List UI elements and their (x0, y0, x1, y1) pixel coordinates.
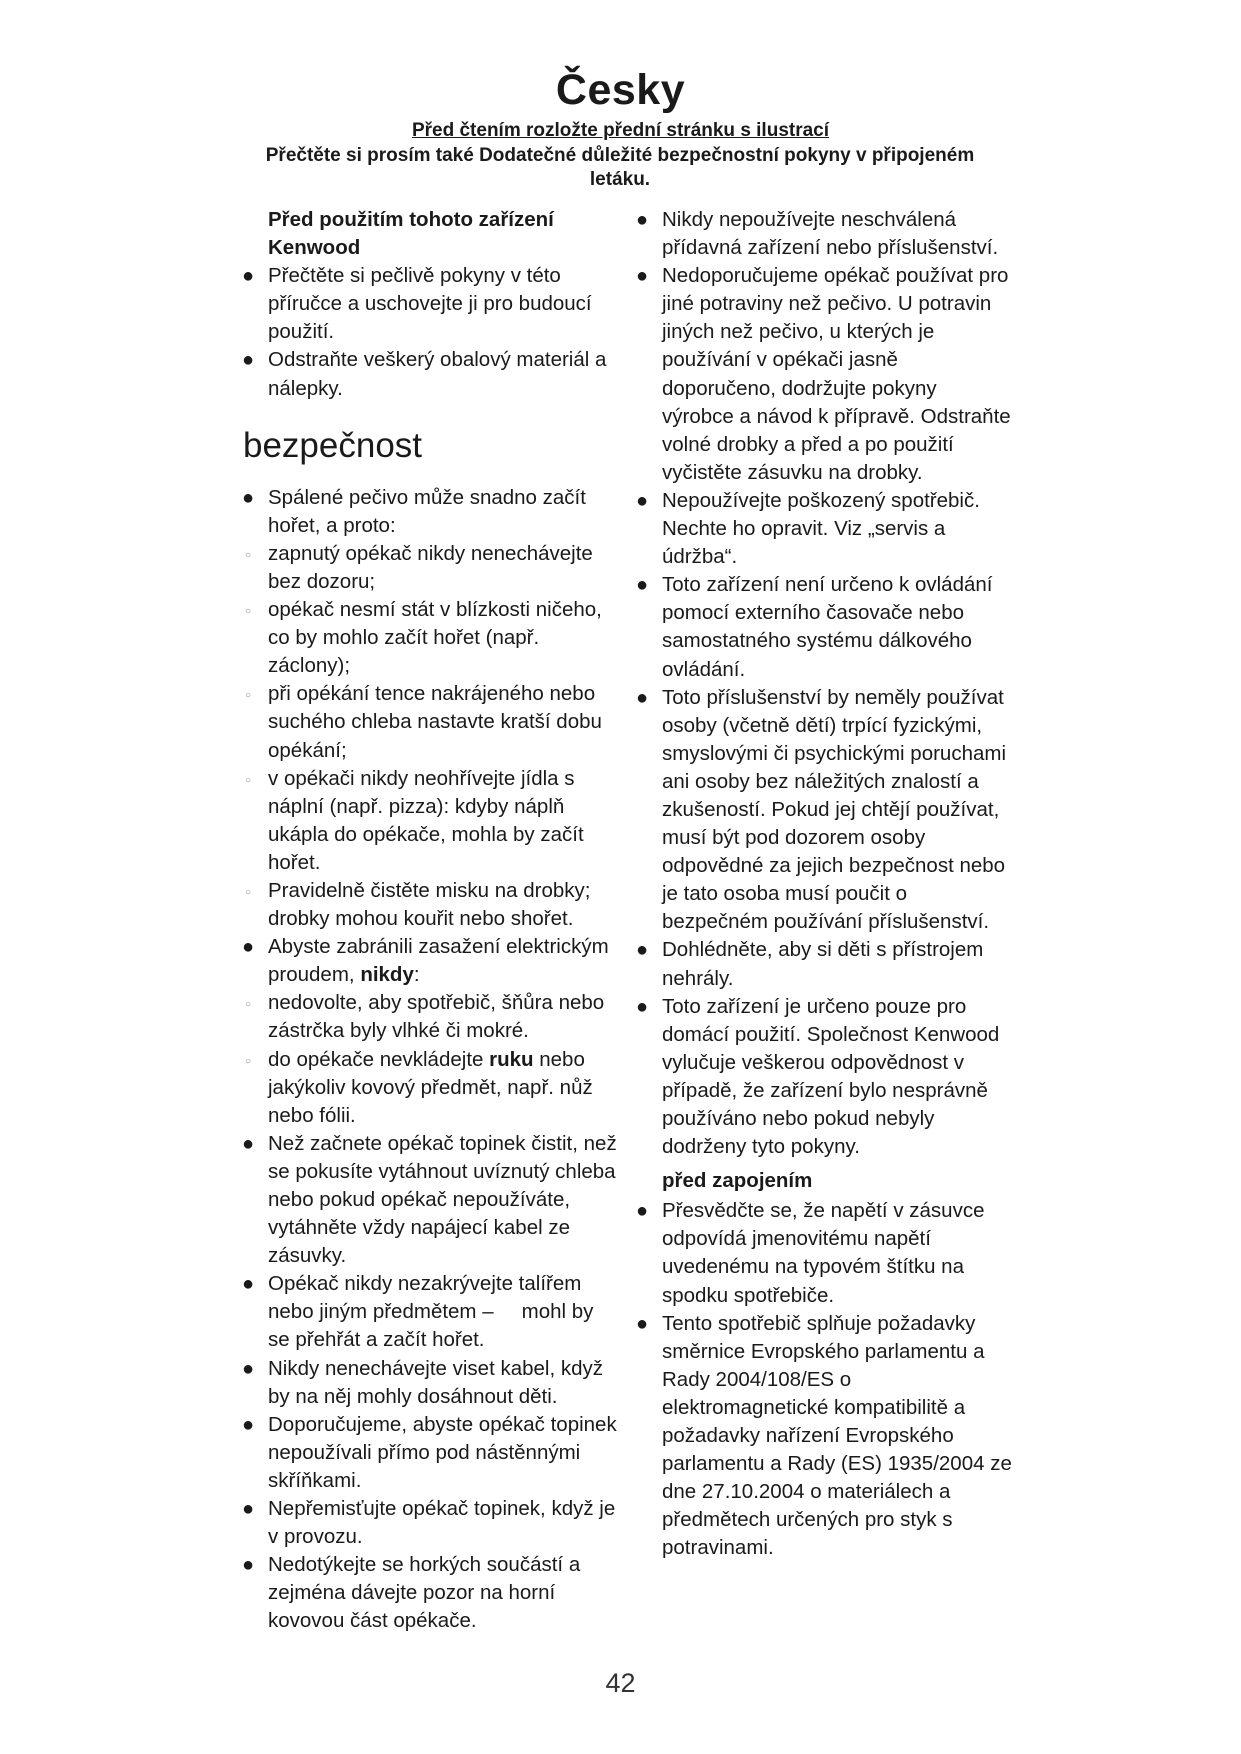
sub-bullet-icon: ○ (244, 1055, 252, 1067)
item-text: nedovolte, aby spotřebič, šňůra nebo zástrčka byly vlhké či mokré. (268, 991, 605, 1043)
list-item (241, 1355, 618, 1411)
item-text: Než začnete opékač topinek čistit, než se pokusíte vytáhnout uvíznutý chleba nebo pokud opékač nepoužíváte, vytáhněte vždy napájecí kabel ze zásuvky. (268, 1131, 617, 1268)
fold-instruction: Před čtením rozložte přední stránku s ilustrací (411, 120, 830, 141)
item-text: Toto zařízení není určeno k ovládání pomocí externího časovače nebo samostatného systému dálkového ovládání. (662, 573, 993, 681)
note-line-1: Přečtěte si prosím také Dodatečné důležité bezpečnostní pokyny v připojeném (265, 145, 975, 166)
list-item (241, 262, 618, 346)
sub-bullet-icon: ○ (244, 549, 252, 561)
item-text: Toto příslušenství by neměly používat osoby (včetně dětí) trpící fyzickými, smyslovými či psychickými poruchami ani osoby bez náležitých znalostí a zkušeností. Pokud jej chtějí používat, musí být pod dozorem osoby odpovědné za jejich bezpečnost nebo je tato osoba musí poučit o bezpečném používání příslušenství. (662, 685, 1007, 934)
bullet-icon: ● (241, 1132, 255, 1155)
item-text: Nikdy nenechávejte viset kabel, když by na něj mohly dosáhnout děti. (268, 1356, 604, 1408)
list-item (635, 993, 1012, 1162)
item-text: Spálené pečivo může snadno začít hořet, a proto: (268, 485, 586, 537)
list-item (635, 936, 1012, 992)
item-text: Abyste zabránili zasažení elektrickým proudem, (268, 935, 609, 987)
before-connecting-heading: před zapojením (662, 1169, 813, 1193)
list-item (241, 1130, 618, 1270)
emphasis-text: nikdy (360, 963, 414, 987)
list-item (241, 1495, 618, 1551)
bullet-icon: ● (635, 574, 649, 597)
item-text: Pravidelně čistěte misku na drobky; drobky mohou kouřit nebo shořet. (268, 878, 591, 931)
item-text: Nepřemisťujte opékač topinek, když je v provozu. (268, 1497, 616, 1549)
item-text: Tento spotřebič splňuje požadavky směrnice Evropského parlamentu a Rady 2004/108/ES o elektromagnetické kompatibilitě a požadavky nařízení Evropského parlamentu a Rady (ES) 1935/2004 ze dne 27.10.2004 o materiálech a předmětech určených pro styk s potravinami. (662, 1311, 1012, 1560)
bullet-icon: ● (635, 1200, 649, 1223)
sub-bullet-icon: ○ (244, 690, 252, 702)
safety-section-heading: bezpečnost (243, 425, 423, 465)
sub-list-item (244, 680, 618, 764)
item-text: Nedotýkejte se horkých součástí a zejména dávejte pozor na horní kovovou část opékače. (268, 1553, 581, 1633)
bullet-icon: ● (241, 1357, 255, 1380)
sub-list-item (244, 1046, 618, 1130)
item-text: : (413, 963, 420, 987)
sub-bullet-icon: ○ (244, 886, 252, 898)
item-text: Odstraňte veškerý obalový materiál a nálepky. (268, 348, 607, 400)
bullet-icon: ● (241, 265, 255, 288)
bullet-icon: ● (241, 349, 255, 372)
sub-list-item (244, 877, 618, 933)
list-item (241, 933, 618, 989)
bullet-icon: ● (241, 486, 255, 509)
list-item (635, 206, 1012, 262)
bullet-icon: ● (635, 939, 649, 962)
sub-bullet-icon: ○ (244, 606, 252, 618)
bullet-icon: ● (635, 686, 649, 709)
item-text: v opékači nikdy neohřívejte jídla s náplní (např. pizza): kdyby náplň ukápla do opékače, mohla by začít hořet. (268, 766, 584, 874)
sub-list-item (244, 540, 618, 596)
bullet-icon: ● (635, 265, 649, 288)
list-item (241, 1270, 618, 1354)
sub-list-item (244, 989, 618, 1045)
item-text: Nedoporučujeme opékač používat pro jiné potraviny než pečivo. U potravin jiných než pečivo, u kterých je používání v opékači jasně doporučeno, dodržujte pokyny výrobce a návod k přípravě. Odstraňte volné drobky a před a po použití vyčistěte zásuvku na drobky. (662, 264, 1011, 484)
bullet-icon: ● (635, 489, 649, 512)
page-number: 42 (605, 1668, 636, 1698)
left-column (241, 206, 618, 1636)
list-item (635, 1197, 1012, 1309)
item-text: Doporučujeme, abyste opékač topinek nepoužívali přímo pod nástěnnými skříňkami. (268, 1412, 617, 1492)
sub-bullet-icon: ○ (244, 999, 252, 1011)
bullet-icon: ● (241, 936, 255, 959)
additional-safety-note (240, 144, 1000, 192)
item-text: opékač nesmí stát v blízkosti ničeho, co by mohlo začít hořet (např. záclony); (268, 598, 602, 678)
sub-bullet-icon: ○ (244, 774, 252, 786)
bullet-icon: ● (241, 1554, 255, 1577)
item-text: Nikdy nepoužívejte neschválená přídavná zařízení nebo příslušenství. (662, 208, 999, 260)
item-text: Dohlédněte, aby si děti s přístrojem nehrály. (662, 938, 984, 990)
item-text: Toto zařízení je určeno pouze pro domácí použití. Společnost Kenwood vylučuje veškerou odpovědnost v případě, že zařízení bylo nesprávně používáno nebo pokud nebyly dodrženy tyto pokyny. (662, 994, 1000, 1159)
before-use-heading: Před použitím tohoto zařízení Kenwood (268, 208, 554, 260)
sub-list-item (244, 596, 618, 680)
list-item (635, 487, 1012, 571)
bullet-icon: ● (241, 1273, 255, 1296)
list-item (635, 1310, 1012, 1563)
bullet-icon: ● (635, 209, 649, 231)
note-line-2: letáku. (589, 169, 651, 190)
list-item (635, 571, 1012, 683)
list-item (241, 484, 618, 540)
item-text: Nepoužívejte poškozený spotřebič. Nechte ho opravit. Viz „servis a údržba“. (662, 488, 980, 569)
right-column (635, 206, 1012, 1563)
list-item (241, 1551, 618, 1635)
list-item (241, 1411, 618, 1495)
bullet-icon: ● (241, 1498, 255, 1521)
item-text: nebo jakýkoliv kovový předmět, např. nůž nebo fólii. (268, 1047, 593, 1127)
item-text: Opékač nikdy nezakrývejte talířem nebo jiným předmětem – (268, 1272, 582, 1324)
item-text: při opékání tence nakrájeného nebo suchého chleba nastavte kratší dobu opékání; (268, 682, 602, 762)
item-text: Přečtěte si pečlivě pokyny v této příručce a uschovejte ji pro budoucí použití. (268, 264, 592, 344)
sub-list-item (244, 765, 618, 877)
emphasis-text: ruku (489, 1047, 534, 1071)
list-item (635, 262, 1012, 487)
page-title: Česky (555, 66, 686, 114)
bullet-icon: ● (241, 1413, 255, 1436)
item-text: do opékače nevkládejte (268, 1047, 490, 1071)
item-text: Přesvědčte se, že napětí v zásuvce odpovídá jmenovitému napětí uvedenému na typovém štítku na spodku spotřebiče. (662, 1199, 985, 1307)
item-text: mohl by se přehřát a začít hořet. (268, 1300, 594, 1352)
bullet-icon: ● (635, 995, 649, 1018)
item-text: zapnutý opékač nikdy nenechávejte bez dozoru; (268, 541, 593, 593)
bullet-icon: ● (635, 1312, 649, 1335)
list-item (241, 346, 618, 402)
list-item (635, 684, 1012, 937)
